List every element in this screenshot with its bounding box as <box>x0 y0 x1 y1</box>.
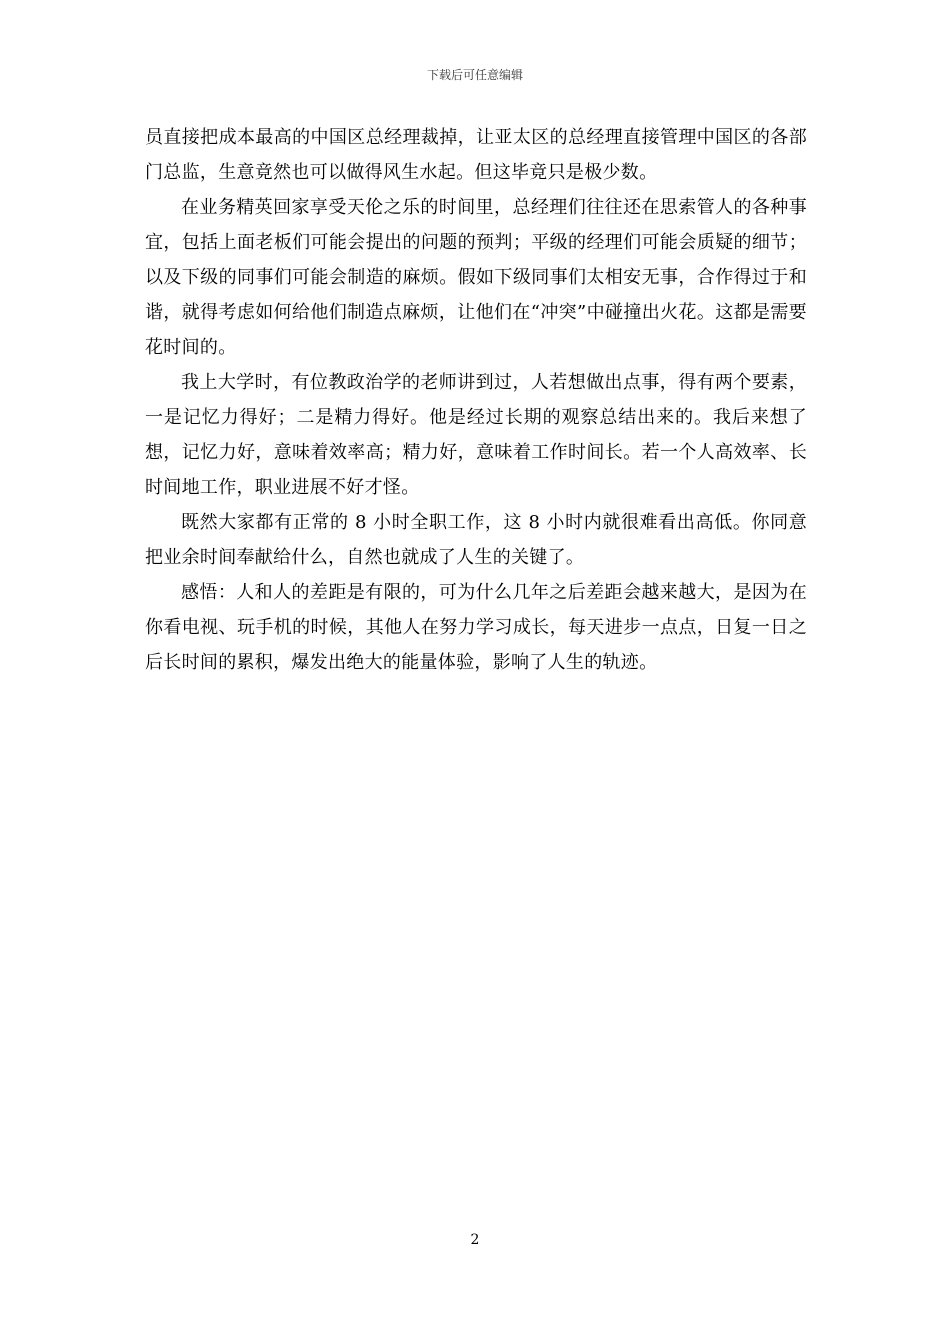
paragraph: 在业务精英回家享受天伦之乐的时间里，总经理们往往还在思索管人的各种事宜，包括上面老板们可能会提出的问题的预判；平级的经理们可能会质疑的细节；以及下级的同事们可能会制造的麻烦。假如下级同事们太相安无事，合作得过于和谐，就得考虑如何给他们制造点麻烦，让他们在“冲突”中碰撞出火花。这都是需要花时间的。 <box>145 197 807 358</box>
paragraph-continuation: 员直接把成本最高的中国区总经理裁掉，让亚太区的总经理直接管理中国区的各部门总监，生意竟然也可以做得风生水起。但这毕竟只是极少数。 <box>145 127 807 183</box>
page-number: 2 <box>470 1232 480 1248</box>
body-text <box>145 120 807 680</box>
paragraph: 我上大学时，有位教政治学的老师讲到过，人若想做出点事，得有两个要素，一是记忆力得好；二是精力得好。他是经过长期的观察总结出来的。我后来想了想，记忆力好，意味着效率高；精力好，意味着工作时间长。若一个人高效率、长时间地工作，职业进展不好才怪。 <box>145 372 807 498</box>
header-note: 下载后可任意编辑 <box>426 68 523 82</box>
paragraph: 既然大家都有正常的 8 小时全职工作，这 8 小时内就很难看出高低。你同意把业余时间奉献给什么，自然也就成了人生的关键了。 <box>145 512 807 568</box>
paragraph-reflection: 感悟：人和人的差距是有限的，可为什么几年之后差距会越来越大，是因为在你看电视、玩手机的时候，其他人在努力学习成长，每天进步一点点，日复一日之后长时间的累积，爆发出绝大的能量体验，影响了人生的轨迹。 <box>145 582 807 673</box>
